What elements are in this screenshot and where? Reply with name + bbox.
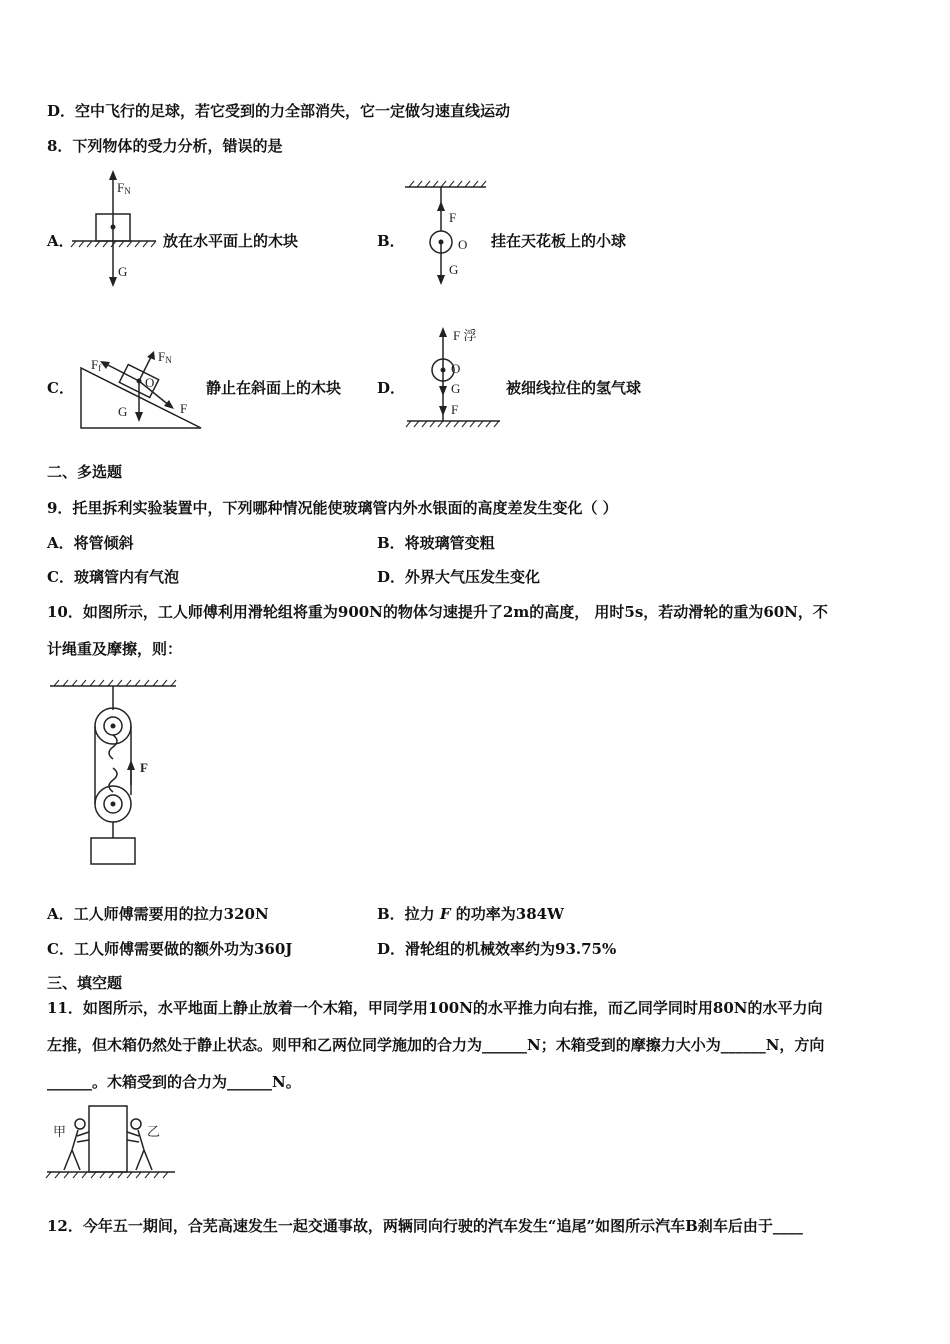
q9-option-a[interactable]: A．将管倾斜 (47, 534, 134, 552)
q8-option-c-caption: 静止在斜面上的木块 (206, 379, 342, 397)
g-label: G (118, 264, 128, 279)
g-label: G (118, 404, 128, 419)
q8-option-b-caption: 挂在天花板上的小球 (491, 232, 627, 250)
q8-option-c-letter[interactable]: C． (47, 379, 74, 397)
f-label: F (449, 210, 457, 225)
q11-stem-line3: ______。木箱受到的合力为______N。 (47, 1073, 301, 1091)
q9-option-c[interactable]: C．玻璃管内有气泡 (47, 568, 179, 586)
ff-label: Ff (91, 357, 102, 373)
wooden-box (89, 1106, 127, 1172)
q11-stem-line1: 11．如图所示，水平地面上静止放着一个木箱，甲同学用100N的水平推力向右推，而乙同学同时用80N的水平力向 (47, 999, 823, 1017)
q8-option-a-letter[interactable]: A． (47, 232, 74, 250)
q8-stem: 8．下列物体的受力分析，错误的是 (47, 137, 283, 155)
o-label: O (458, 237, 468, 252)
q10-stem-line1: 10．如图所示，工人师傅利用滑轮组将重为900N的物体匀速提升了2m的高度， 用时5s，若动滑轮的重为60N，不 (47, 603, 828, 621)
ffu-label: F 浮 (453, 328, 477, 343)
q8-option-a-caption: 放在水平面上的木块 (163, 232, 299, 250)
q9-option-b[interactable]: B．将玻璃管变粗 (377, 534, 495, 552)
q8-option-b-letter[interactable]: B． (377, 232, 405, 250)
jia-label: 甲 (53, 1124, 67, 1139)
o-label: O (451, 361, 461, 376)
q10-stem-line2: 计绳重及摩擦，则： (47, 640, 183, 658)
ground-hatch (46, 1172, 168, 1178)
q10-option-c[interactable]: C．工人师傅需要做的额外功为360J (47, 940, 293, 958)
f-label: F (140, 760, 148, 775)
student-jia (64, 1119, 89, 1170)
q8-option-d-caption: 被细线拉住的氢气球 (506, 379, 642, 397)
section-multiple-choice: 二、多选题 (47, 463, 123, 481)
q12-stem-line1: 12．今年五一期间，合芜高速发生一起交通事故，两辆同向行驶的汽车发生“追尾”如图所示汽车B刹车后由于____ (47, 1217, 803, 1235)
q10-option-b[interactable]: B．拉力 F 的功率为384W (377, 905, 564, 923)
q7-option-d: D．空中飞行的足球，若它受到的力全部消失，它一定做匀速直线运动 (47, 102, 511, 120)
fn-label: FN (158, 349, 172, 365)
g-label: G (449, 262, 459, 277)
section-fill-in: 三、填空题 (47, 974, 123, 992)
q11-stem-line2: 左推，但木箱仍然处于静止状态。则甲和乙两位同学施加的合力为______N；木箱受到的摩擦力大小为______N，方向 (47, 1036, 825, 1054)
q10-option-a[interactable]: A．工人师傅需要用的拉力320N (47, 905, 269, 923)
q8-option-d-letter[interactable]: D． (377, 379, 406, 397)
q9-stem: 9．托里拆利实验装置中，下列哪种情况能使玻璃管内外水银面的高度差发生变化（ ） (47, 499, 618, 517)
f-label: F (451, 402, 459, 417)
g-label: G (451, 381, 461, 396)
f-label: F (180, 401, 188, 416)
o-label: O (145, 375, 155, 390)
q9-option-d[interactable]: D．外界大气压发生变化 (377, 568, 541, 586)
q10-option-d[interactable]: D．滑轮组的机械效率约为93.75% (377, 940, 617, 958)
fn-label: FN (117, 180, 131, 196)
yi-label: 乙 (147, 1124, 161, 1139)
